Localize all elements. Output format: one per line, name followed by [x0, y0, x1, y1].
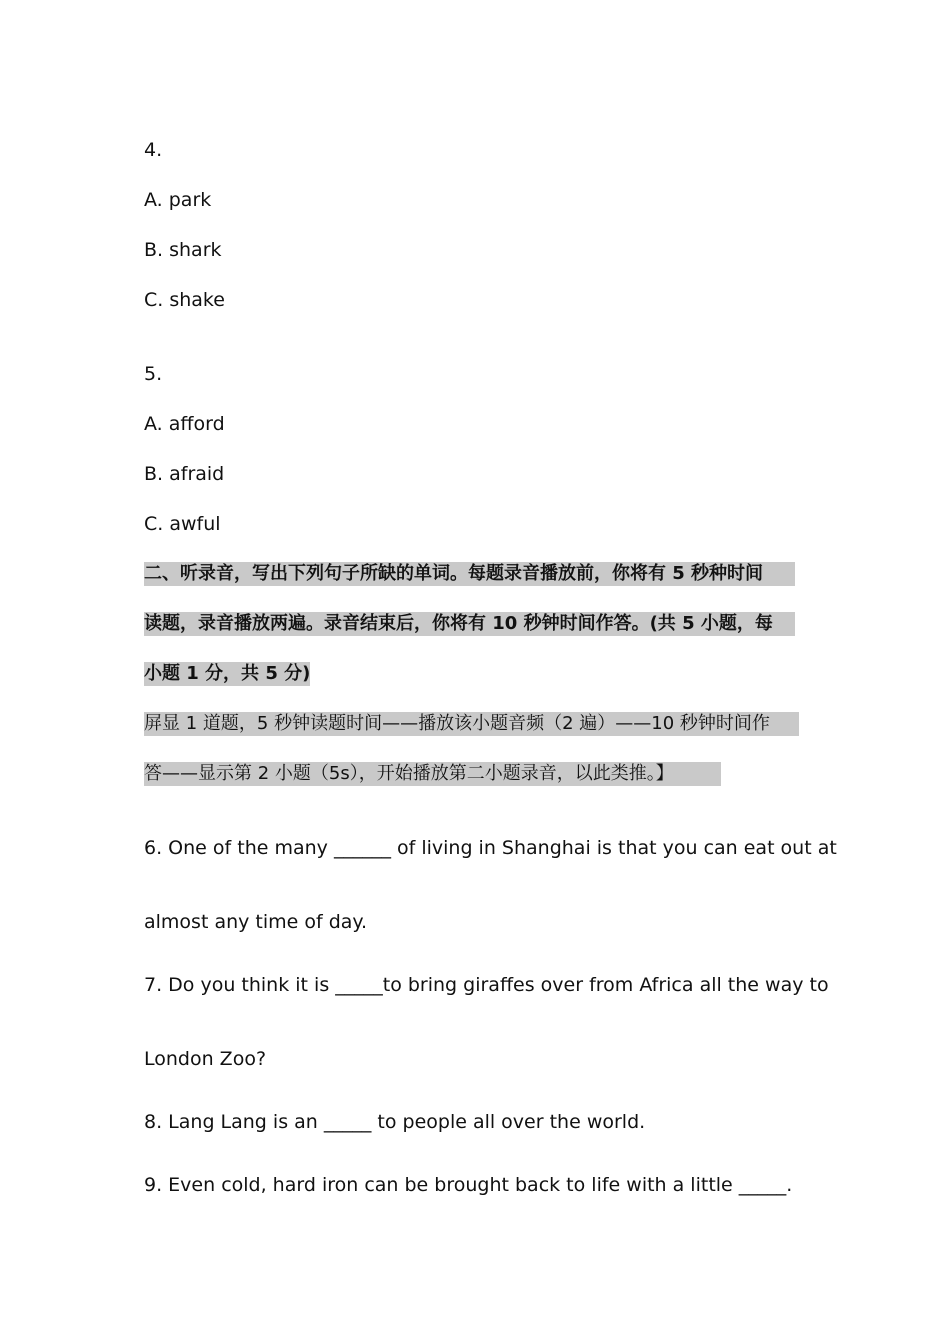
question-5-option-b: B. afraid: [144, 463, 225, 485]
sentence-6-line-2: almost any time of day.: [144, 911, 368, 933]
question-5-option-a: A. afford: [144, 413, 225, 435]
question-4-option-c: C. shake: [144, 289, 225, 311]
sentence-9: 9. Even cold, hard iron can be brought back to life with a little _____.: [144, 1174, 793, 1196]
sentence-8: 8. Lang Lang is an _____ to people all over the world.: [144, 1111, 646, 1133]
sentence-7-line-1: 7. Do you think it is _____to bring giraffes over from Africa all the way to: [144, 974, 829, 996]
section-2-instruction-line-1: 二、听录音，写出下列句子所缺的单词。每题录音播放前，你将有 5 秒种时间: [144, 562, 795, 586]
section-2-instruction-line-3: 小题 1 分，共 5 分): [144, 663, 311, 684]
sentence-7-line-2: London Zoo?: [144, 1048, 267, 1070]
question-4-option-a: A. park: [144, 189, 212, 211]
question-5-option-c: C. awful: [144, 513, 221, 535]
sentence-6-line-1: 6. One of the many ______ of living in Shanghai is that you can eat out at: [144, 837, 837, 859]
section-2-note-line-1: 屏显 1 道题，5 秒钟读题时间——播放该小题音频（2 遍）——10 秒钟时间作: [144, 712, 799, 736]
section-2-note-line-2: 答——显示第 2 小题（5s），开始播放第二小题录音，以此类推。】: [144, 762, 721, 786]
question-4-option-b: B. shark: [144, 239, 222, 261]
question-4-number: 4.: [144, 139, 163, 161]
question-5-number: 5.: [144, 363, 163, 385]
section-2-instruction-line-2: 读题，录音播放两遍。录音结束后，你将有 10 秒钟时间作答。(共 5 小题，每: [144, 612, 795, 636]
